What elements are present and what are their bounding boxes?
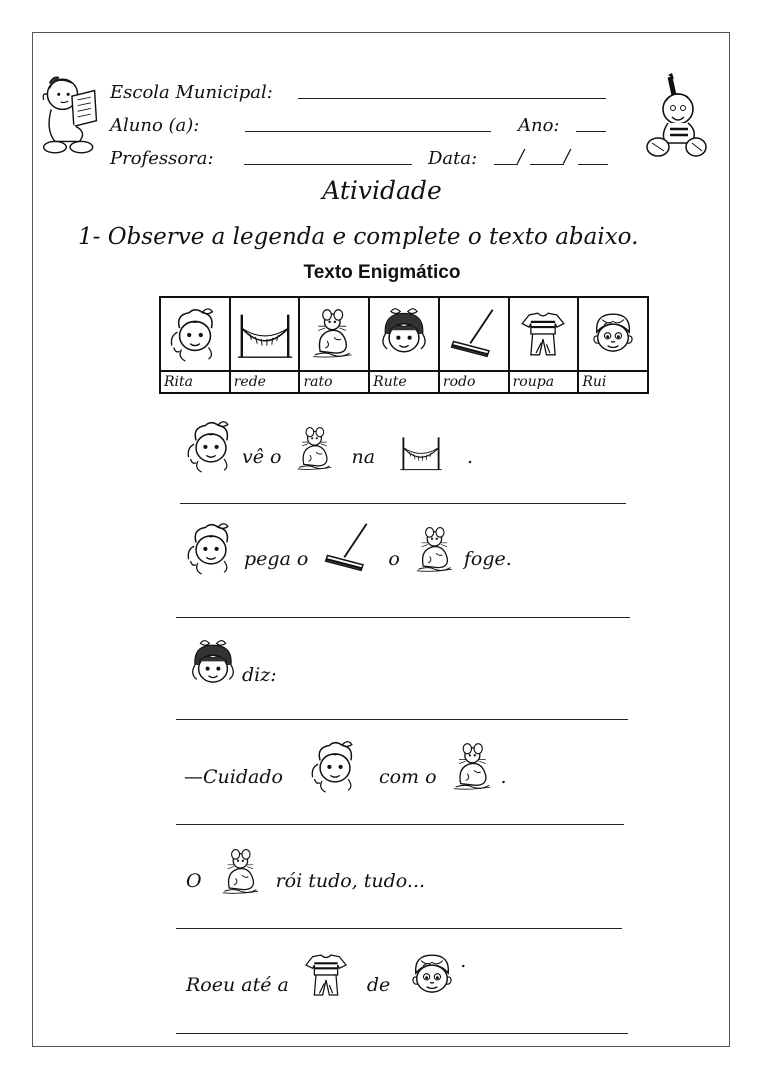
legend-label: Rita [164,374,193,390]
sentence-text: foge. [463,548,512,570]
sentence-4 [184,738,519,794]
date-day-line[interactable] [494,164,518,165]
year-field [518,115,560,136]
sentence-text: com o [378,766,437,788]
sentence-text: O [186,870,202,892]
legend-cell-rui [579,298,647,392]
clothes-icon [301,948,351,1002]
sentence-text: Roeu até a [186,974,289,996]
date-sep-1 [518,146,524,167]
question-instruction: 1- Observe a legenda e complete o texto abaixo. [78,224,639,250]
answer-line-2[interactable] [176,617,630,618]
school-line[interactable] [298,98,606,99]
student-line[interactable] [245,131,491,132]
answer-line-4[interactable] [176,824,624,825]
answer-line-5[interactable] [176,928,622,929]
date-sep-2 [564,146,570,167]
hammock-icon [387,430,455,474]
girl-rita-icon [182,418,240,474]
sentence-text: —Cuidado [184,766,283,788]
boy-with-pencil-icon [640,72,710,164]
sentence-text: pega o [244,548,309,570]
boy-rui-icon [586,306,640,362]
sentence-text: . [460,950,467,972]
date-label: Data: [428,148,478,169]
sentence-5 [186,846,437,898]
sentence-text: de [366,974,391,996]
legend-label: Rui [582,374,607,390]
student-label: Aluno (a): [110,115,200,136]
legend-cell-rodo [440,298,510,392]
date-year-line[interactable] [578,164,608,165]
rat-icon [412,524,460,576]
teacher-line[interactable] [244,164,412,165]
sentence-3 [186,638,289,692]
rat-icon [218,846,266,898]
boy-reading-icon [38,72,104,160]
year-label: Ano: [518,115,560,136]
squeegee-icon [320,520,376,576]
legend-cell-rute [370,298,440,392]
clothes-icon [517,305,569,363]
school-label: Escola Municipal: [110,82,273,103]
sentence-6 [186,948,478,1002]
boy-rui-icon [404,948,460,1002]
squeegee-icon [446,305,502,363]
girl-rita-icon [166,305,224,363]
sentence-1 [182,418,485,474]
rat-icon [293,424,339,474]
legend-label: rodo [442,374,476,390]
sentence-text: . [500,766,507,788]
student-field [110,115,199,136]
sentence-text: diz: [242,664,277,686]
page-title: Atividade [322,176,442,205]
girl-rita-icon [303,738,367,794]
legend-label: rede [233,374,266,390]
date-slash: / [564,146,571,167]
teacher-field [110,148,214,169]
girl-rute-icon [376,305,432,363]
legend-label: roupa [512,374,555,390]
sentence-text: o [388,548,400,570]
rat-icon [449,740,499,794]
exercise-subtitle: Texto Enigmático [303,262,461,283]
sentence-text: vê o [242,446,282,468]
date-month-line[interactable] [530,164,564,165]
sentence-2 [182,520,524,576]
school-field [110,82,273,103]
legend-label: rato [303,374,333,390]
legend-label: Rute [373,374,407,390]
hammock-icon [234,305,296,363]
year-line[interactable] [576,131,606,132]
date-field [428,148,477,169]
sentence-text: rói tudo, tudo... [275,870,426,892]
answer-line-1[interactable] [180,503,626,504]
teacher-label: Professora: [110,148,214,169]
girl-rute-icon [186,638,240,692]
answer-line-6[interactable] [176,1033,628,1034]
legend-cell-rede [231,298,301,392]
legend-cell-rato [300,298,370,392]
legend-cell-roupa [510,298,580,392]
legend-table [159,296,649,394]
sentence-text: na [351,446,376,468]
date-slash: / [518,146,525,167]
sentence-text: . [467,446,474,468]
rat-icon [308,306,360,362]
answer-line-3[interactable] [176,719,628,720]
girl-rita-icon [182,520,240,576]
legend-cell-rita [161,298,231,392]
